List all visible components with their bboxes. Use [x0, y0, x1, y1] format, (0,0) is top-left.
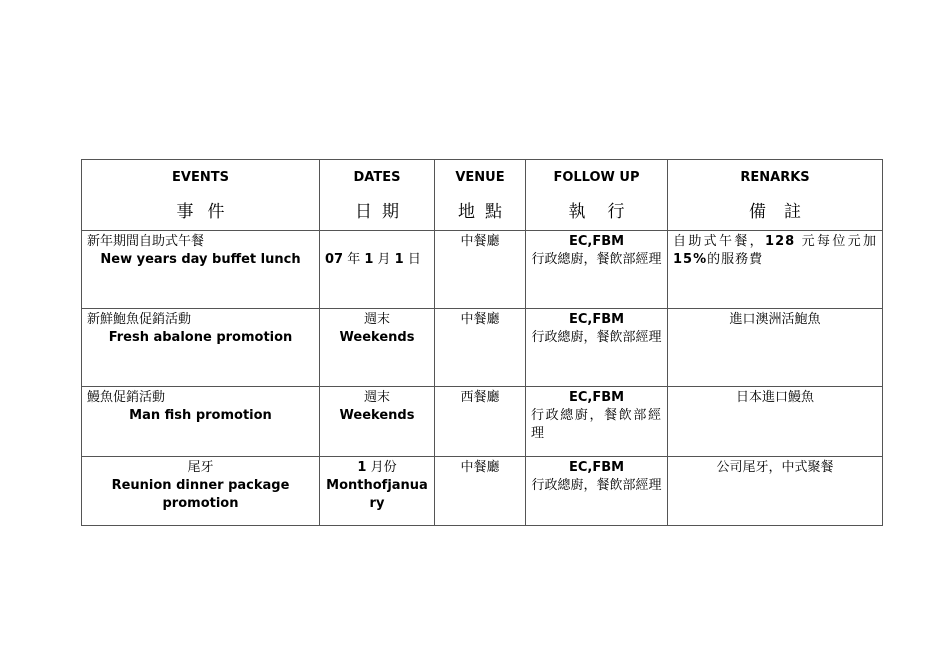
venue-cell: 中餐廳: [435, 309, 526, 387]
follow-up-cell: [526, 457, 668, 526]
follow-up-zh: 行政總廚，餐飲部經理: [531, 252, 662, 267]
date-en: Weekends: [339, 330, 415, 345]
venue-cell: 中餐廳: [435, 457, 526, 526]
event-cell: [82, 457, 320, 526]
event-name-zh: 新鮮鮑魚促銷活動: [87, 312, 192, 327]
follow-up-zh: 行政總廚，餐飲部經理: [531, 330, 662, 345]
follow-up-cell: [526, 231, 668, 309]
follow-up-code: EC,FBM: [568, 312, 625, 327]
date-cell: [320, 457, 435, 526]
remarks-cell: 進口澳洲活鮑魚: [668, 309, 883, 387]
header-venue: VENUE 地點: [435, 160, 526, 231]
remarks-cell: 公司尾牙，中式聚餐: [668, 457, 883, 526]
date-text: 07 年 1 月 1 日: [325, 252, 421, 267]
date-en: Weekends: [339, 408, 415, 423]
header-follow-up: FOLLOW UP 執行: [526, 160, 668, 231]
event-cell: [82, 231, 320, 309]
event-name-en: New years day buffet lunch: [100, 252, 301, 267]
events-table: [81, 159, 883, 526]
table-row: [82, 387, 883, 457]
event-name-en: Man fish promotion: [129, 408, 272, 423]
event-name-zh: 新年期間自助式午餐: [87, 234, 205, 249]
header-dates: DATES 日期: [320, 160, 435, 231]
follow-up-zh: 行政總廚，餐飲部經理: [531, 408, 662, 441]
venue-cell: 中餐廳: [435, 231, 526, 309]
follow-up-code: EC,FBM: [568, 460, 625, 475]
follow-up-cell: [526, 309, 668, 387]
date-zh: 週末: [363, 312, 390, 327]
event-name-zh: 尾牙: [187, 460, 214, 475]
header-row: [82, 160, 883, 231]
event-cell: [82, 309, 320, 387]
date-zh: 週末: [363, 390, 390, 405]
date-en: Monthofjanuary: [326, 478, 428, 511]
event-name-zh: 鰻魚促銷活動: [87, 390, 166, 405]
table-row: [82, 457, 883, 526]
date-cell: [320, 309, 435, 387]
date-cell: [320, 387, 435, 457]
remarks-cell: [668, 231, 883, 309]
header-events: EVENTS 事件: [82, 160, 320, 231]
follow-up-code: EC,FBM: [568, 234, 625, 249]
remarks-cell: 日本進口鰻魚: [668, 387, 883, 457]
follow-up-code: EC,FBM: [568, 390, 625, 405]
event-name-en: Fresh abalone promotion: [108, 330, 293, 345]
date-cell: [320, 231, 435, 309]
event-cell: [82, 387, 320, 457]
table-row: [82, 309, 883, 387]
event-name-en: Reunion dinner package promotion: [111, 478, 290, 511]
table-row: [82, 231, 883, 309]
follow-up-cell: [526, 387, 668, 457]
date-zh: 1 月份: [357, 460, 397, 475]
follow-up-zh: 行政總廚，餐飲部經理: [531, 478, 662, 493]
remarks-text: 自助式午餐，128 元每位元加 15%的服務費: [673, 234, 877, 267]
header-remarks: RENARKS 備註: [668, 160, 883, 231]
venue-cell: 西餐廳: [435, 387, 526, 457]
